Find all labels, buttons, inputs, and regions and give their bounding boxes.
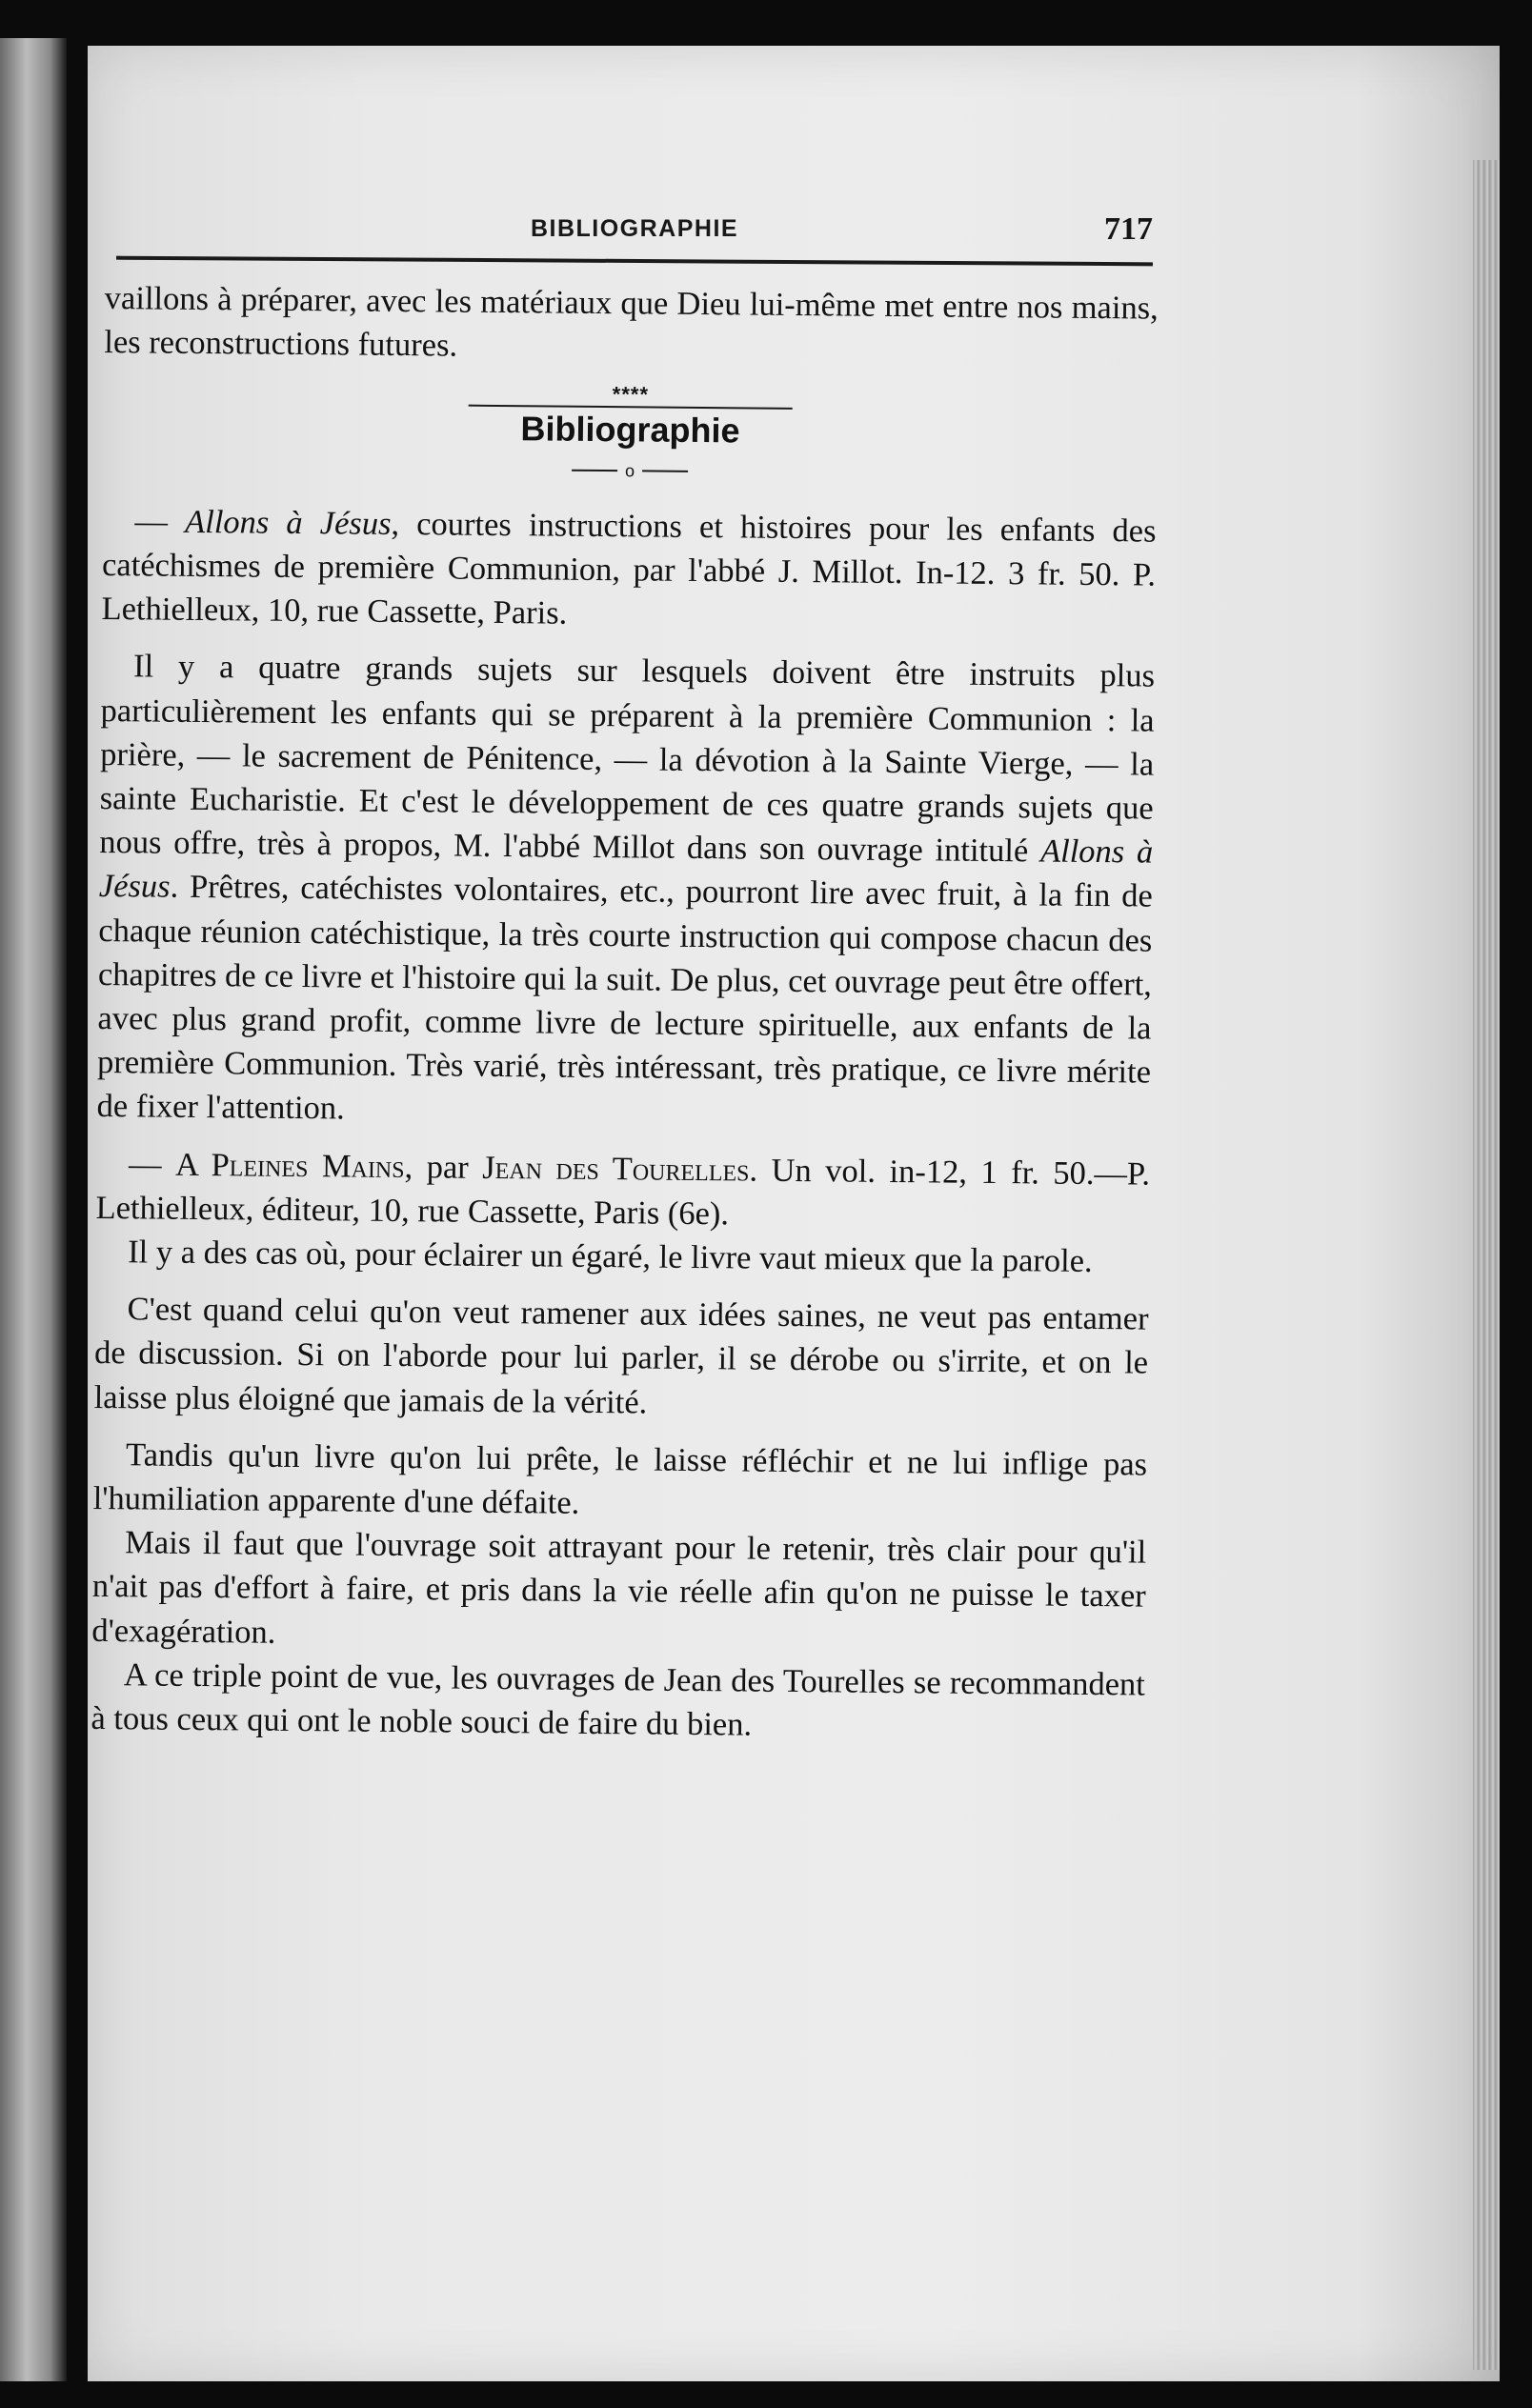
ornament-divider	[104, 377, 1158, 412]
entry2-by: , par	[404, 1148, 483, 1186]
page-stack-edge	[1473, 160, 1500, 2370]
running-head	[116, 211, 1153, 250]
entry2-dash: —	[128, 1145, 176, 1183]
entry1-citation	[101, 499, 1156, 641]
carryover-paragraph: vaillons à préparer, avec les matériaux que Dieu lui-même met entre nos mains, les reconstructions futures.	[104, 279, 1159, 364]
running-title: BIBLIOGRAPHIE	[530, 215, 739, 242]
divider-dash-left	[572, 470, 617, 472]
entry2-title: A Pleines Mains	[174, 1146, 405, 1185]
entry2-paragraph: Mais il faut que l'ouvrage soit attrayant pour le retenir, très clair pour qu'il n'ait pas d'effort à faire, et pris dans la vie réelle afin qu'on ne puisse le taxer d'exagération.	[91, 1524, 1147, 1651]
entry1-review-part2: . Prêtres, catéchistes volontaires, etc., pourront lire avec fruit, à la fin de chaque réunion catéchistique, la très courte instruction qui compose chacun des chapitres de ce livre et l'histoire qui la suit. De plus, cet ouvrage peut être offert, avec plus grand profit, comme livre de lecture spirituelle, aux enfants de la première Communion. Très varié, très intéressant, très pratique, ce livre mérite de fixer l'attention.	[96, 869, 1153, 1127]
entry2-paragraph: A ce triple point de vue, les ouvrages de Jean des Tourelles se recommandent à tous ceux qui ont le noble souci de faire du bien.	[91, 1656, 1146, 1743]
entry1-review-title: Allons à Jésus	[98, 833, 1154, 906]
entry1-review	[96, 644, 1155, 1138]
entry2-paragraph: C'est quand celui qu'on veut ramener aux idées saines, ne veut pas entamer de discussion. Si on l'aborde pour lui parler, il se dérobe ou s'irrite, et on le laisse plus éloigné que jamais de la vérité.	[93, 1291, 1149, 1421]
section-divider	[103, 453, 1157, 486]
page-body	[91, 276, 1159, 1751]
adjacent-page-edge	[0, 38, 67, 2381]
entry1-title: Allons à Jésus	[184, 503, 392, 542]
section-title: Bibliographie	[520, 409, 740, 451]
divider-mark: o	[624, 461, 635, 481]
entry2-paragraph: Tandis qu'un livre qu'on lui prête, le laisse réfléchir et ne lui inflige pas l'humiliation apparente d'une défaite.	[92, 1436, 1148, 1521]
entry2-paragraph: Il y a des cas où, pour éclairer un égaré, le livre vaut mieux que la parole.	[127, 1234, 1093, 1280]
entry1-review-part1: Il y a quatre grands sujets sur lesquels doivent être instruits plus particulièrement les enfants qui se préparent à la première Communion : la prière, — le sacrement de Pénitence, — la dévotion à la Sainte Vierge, — la sainte Eucharistie. Et c'est le développement de ces quatre grands sujets que nous offre, très à propos, M. l'abbé Millot dans son ouvrage intitulé	[99, 648, 1156, 870]
entry2-citation-text: . Un vol. in-12, 1 fr. 50.—P. Lethielleux, éditeur, 10, rue Cassette, Paris (6e).	[95, 1152, 1151, 1233]
ornament-stars: ****	[612, 382, 650, 407]
entry1-dash: —	[134, 503, 186, 540]
divider-dash-right	[642, 470, 688, 472]
entry1-citation-text: , courtes instructions et histoires pour les enfants des catéchismes de première Communion, par l'abbé J. Millot. In-12. 3 fr. 50. P. Lethielleux, 10, rue Cassette, Paris.	[101, 505, 1157, 632]
entry2-citation	[95, 1142, 1150, 1240]
entry2-author: Jean des Tourelles	[482, 1149, 750, 1189]
page-number: 717	[1104, 211, 1153, 247]
